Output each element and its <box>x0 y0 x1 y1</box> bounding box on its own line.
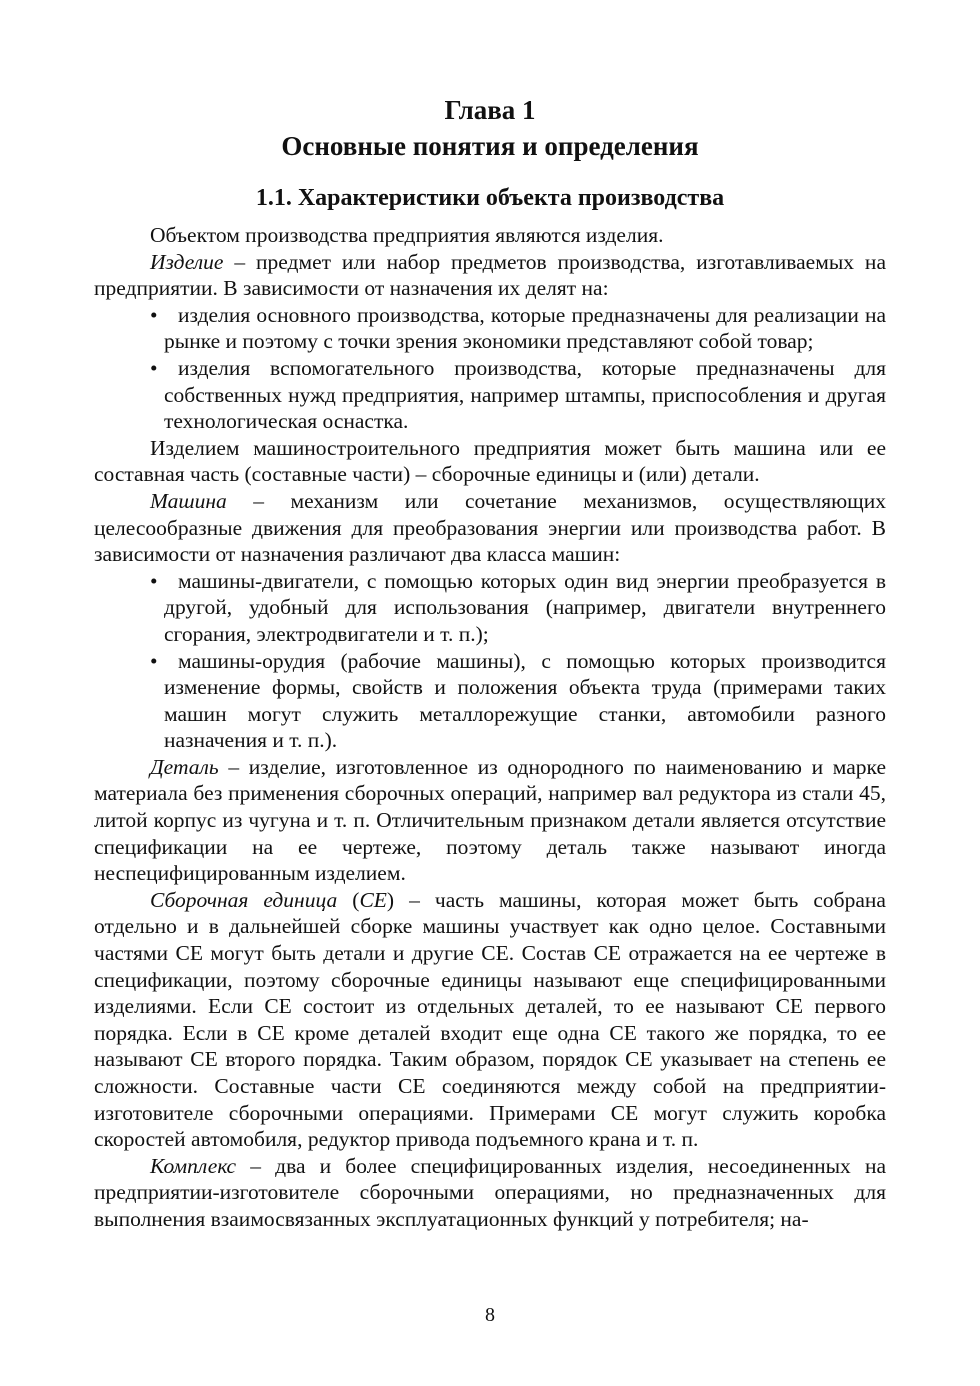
paragraph-machine <box>94 488 886 568</box>
term-assembly-abbr: СЕ <box>359 887 387 912</box>
paren-open: ( <box>337 887 360 912</box>
bullet-icon: • <box>150 302 158 327</box>
term-assembly-unit: Сборочная единица <box>150 887 338 912</box>
bullet-icon: • <box>150 648 158 673</box>
list-item <box>94 568 886 648</box>
term-complex: Комплекс <box>150 1153 237 1178</box>
term-machine: Машина <box>150 488 227 513</box>
paragraph-complex-text: – два и более специфицированных изделия, несоединенных на предприятии-изготовителе сборочными операциями, но предназначенных для выполнения взаимосвязанных эксплуатационных функций у потребителя; на- <box>94 1153 886 1231</box>
paragraph-assembly-unit <box>94 887 886 1153</box>
term-detail: Деталь <box>150 754 219 779</box>
paragraph-assembly-unit-text: ) – часть машины, которая может быть собрана отдельно и в дальнейшей сборке машины участвует как одно целое. Составными частями СЕ могут быть детали и другие СЕ. Состав СЕ отражается на ее чертеже в спецификации, поэтому сборочные единицы называют еще специфицированными изделиями. Если СЕ состоит из отдельных деталей, то ее называют СЕ первого порядка. Если в СЕ кроме деталей входит еще одна СЕ такого же порядка, то ее называют СЕ второго порядка. Таким образом, порядок СЕ указывает на степень ее сложности. Составные части СЕ соединяются между собой на предприятии-изготовителе сборочными операциями. Примерами СЕ могут служить коробка скоростей автомобиля, редуктор привода подъемного крана и т. п. <box>94 887 886 1152</box>
bullet-icon: • <box>150 568 158 593</box>
page-content <box>94 92 886 1233</box>
paragraph-machine-text: – механизм или сочетание механизмов, осуществляющих целесообразные движения для преобразования энергии или производства работ. В зависимости от назначения различают два класса машин: <box>94 488 886 567</box>
product-types-list <box>94 302 886 435</box>
list-item-text: изделия вспомогательного производства, которые предназначены для собственных нужд предприятия, например штампы, приспособления и другая технологическая оснастка. <box>164 355 886 434</box>
paragraph-machine-building: Изделием машиностроительного предприятия может быть машина или ее составная часть (составные части) – сборочные единицы и (или) детали. <box>94 435 886 487</box>
paragraph-complex <box>94 1153 886 1233</box>
bullet-icon: • <box>150 355 158 380</box>
paragraph-intro: Объектом производства предприятия являются изделия. <box>150 223 664 247</box>
page-number: 8 <box>485 1304 495 1326</box>
term-product: Изделие <box>150 249 224 274</box>
list-item <box>94 355 886 435</box>
section-title: 1.1. Характеристики объекта производства <box>255 185 725 211</box>
chapter-title: Основные понятия и определения <box>281 131 699 161</box>
machine-classes-list <box>94 568 886 754</box>
list-item-text: изделия основного производства, которые предназначены для реализации на рынке и поэтому с точки зрения экономики представляют собой товар; <box>164 302 886 354</box>
paragraph-product-text: – предмет или набор предметов производства, изготавливаемых на предприятии. В зависимости от назначения их делят на: <box>94 249 886 301</box>
list-item <box>94 302 886 355</box>
paragraph-detail-text: – изделие, изготовленное из однородного по наименованию и марке материала без применения сборочных операций, например вал редуктора из стали 45, литой корпус из чугуна и т. п. Отличительным признаком детали является отсутствие спецификации на ее чертеже, поэтому деталь также называют иногда неспецифицированным изделием. <box>94 754 886 886</box>
list-item-text: машины-орудия (рабочие машины), с помощью которых производится изменение формы, свойств и положения объекта труда (примерами таких машин могут служить металлорежущие станки, автомобили разного назначения и т. п.). <box>164 648 886 753</box>
list-item <box>94 648 886 754</box>
list-item-text: машины-двигатели, с помощью которых один вид энергии преобразуется в другой, удобный для использования (например, двигатели внутреннего сгорания, электродвигатели и т. п.); <box>164 568 886 646</box>
paragraph-product <box>94 249 886 302</box>
chapter-number: Глава 1 <box>444 95 536 125</box>
paragraph-detail <box>94 754 886 887</box>
